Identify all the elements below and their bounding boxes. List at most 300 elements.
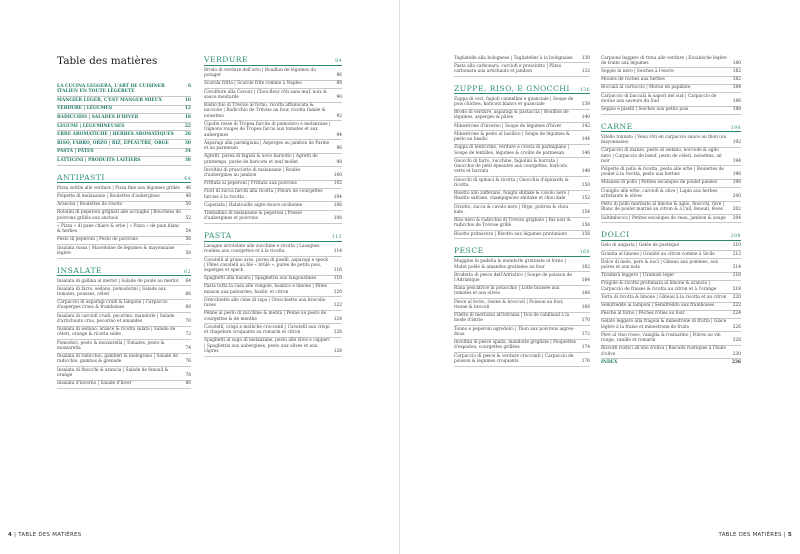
entry-title: Insalata di carciofi crudi, pecorino, mandorle | Salade d'artichauts crus, pecorino et amandes [57, 313, 175, 324]
index-entry[interactable] [601, 359, 741, 366]
entry-page-number: 74 [185, 345, 191, 351]
entry-title: Pasta tutta la casa alle vongole, basilico e limone | Pâtes maison aux palourdes, basilic et citron [204, 284, 327, 295]
toc-entry[interactable] [204, 89, 342, 102]
left-column-2 [204, 55, 342, 525]
entry-page-number: 56 [185, 237, 191, 243]
entry-page-number: 222 [732, 303, 741, 309]
section-title: ANTIPASTI [57, 172, 105, 182]
entry-page-number: 196 [732, 172, 741, 178]
toc-entry[interactable] [601, 68, 741, 76]
entry-page-number: 218 [732, 286, 741, 292]
entry-page-number: 130 [581, 55, 590, 61]
toc-entry[interactable] [204, 181, 342, 189]
entry-page-number: 132 [581, 68, 590, 74]
entry-page-number: 80 [185, 381, 191, 387]
entry-title: VERDURE | LÉGUMES [57, 106, 113, 112]
toc-entry[interactable] [204, 276, 342, 284]
entry-page-number: 166 [581, 291, 590, 297]
toc-entry[interactable] [204, 284, 342, 297]
entry-title: Arancini | Boulettes de risotto [57, 202, 123, 208]
toc-entry[interactable] [57, 237, 191, 245]
entry-title: Pesto di peperoni | Pesto de poivrons [57, 237, 138, 243]
entry-page-number: 192 [732, 140, 741, 146]
toc-entry[interactable] [57, 300, 191, 313]
toc-entry[interactable] [57, 278, 191, 286]
entry-title: Zuppa di lenticchie, verdure e crosta di parmigiano | Soupe de lentilles, légumes & croûte de parmesan [454, 145, 570, 156]
toc-entry[interactable] [454, 353, 590, 366]
toc-entry[interactable] [57, 245, 191, 258]
toc-entry[interactable] [454, 145, 590, 158]
entry-page-number: 146 [581, 150, 590, 156]
entry-title: MANGIER LEGER, C'EST MANGER MIEUX [57, 97, 163, 103]
toc-entry[interactable] [204, 257, 342, 276]
section-page-number: 190 [730, 125, 741, 131]
right-footer-label: TABLE DES MATIÈRES [718, 532, 782, 538]
toc-entry[interactable] [454, 55, 590, 63]
toc-entry[interactable] [601, 188, 741, 201]
toc-entry[interactable] [204, 140, 342, 153]
entry-page-number: 128 [333, 349, 342, 354]
entry-page-number: 18 [184, 114, 191, 120]
entry-title: Rana pescatrice in potacchio | Lotte braisée aux tomates et aux olives [454, 286, 560, 297]
toc-entry[interactable] [601, 346, 741, 359]
toc-entry[interactable] [454, 326, 590, 339]
section-title: PESCE [454, 246, 484, 256]
entry-page-number: 216 [732, 273, 741, 279]
toc-entry[interactable] [57, 223, 191, 236]
entry-title: Tiramisù leggero | Tiramisù léger [601, 273, 675, 279]
entry-page-number: 104 [333, 194, 342, 200]
entry-title: Frittata ai peperoni | Frittata aux poivrons [204, 181, 297, 187]
entry-title: Tagliatelle alla bolognese | Tagliatelles à la bolognaise [454, 55, 573, 61]
toc-entry[interactable] [601, 107, 741, 115]
toc-entry[interactable] [454, 231, 590, 239]
toc-entry[interactable] [57, 83, 191, 97]
entry-title: Filetto di merluzzo all'istriana | Dos de cabillaud à la mode d'Istrie [454, 313, 570, 324]
entry-title: Scarola fritta | Scarole frite comme à Naples [204, 81, 302, 87]
entry-page-number: 180 [732, 60, 741, 66]
entry-page-number: 54 [185, 229, 191, 235]
entry-title: Minestrone d'inverno | Soupe de légumes d'hiver [454, 123, 562, 129]
entry-title: Seppie e piselli | Seiches aux petits pois [601, 107, 689, 113]
entry-title: Asparagi alla parmigiana | Asperges au jambon de Parme et au parmesan [204, 140, 330, 152]
section-heading [57, 173, 191, 184]
entry-title: Orecchiette alle cime di rapa | Orecchiette aux brocolis-raves [204, 297, 327, 309]
section-page-number: 112 [331, 235, 342, 241]
toc-entry[interactable] [454, 177, 590, 190]
toc-entry[interactable] [57, 354, 191, 367]
section-page-number: 62 [184, 269, 191, 275]
toc-entry[interactable] [57, 327, 191, 340]
entry-page-number: 100 [333, 172, 342, 178]
entry-page-number: 228 [732, 338, 741, 344]
entry-title: Gelo di anguria | Gelée de pastèque [601, 243, 680, 249]
entry-page-number: 164 [581, 277, 590, 283]
toc-entry[interactable] [454, 123, 590, 131]
toc-title: Table des matières [57, 55, 158, 67]
entry-title: Radicchio di Treviso al forno, ricotta affumicata & nocciole | Radicchio de Trévise au four, ricotta fumée & noisettes [204, 103, 326, 119]
entry-page-number: 220 [732, 294, 741, 300]
entry-page-number: 172 [581, 331, 590, 337]
entry-title: Caponata | Ratatouille aigre-douce sicilienne [204, 202, 303, 208]
entry-title: Insalata russa | Macédoine de légumes & mayonnaise légère [57, 245, 175, 256]
entry-title: Saltimbocca | Petites escalopes de veau, jambon & sauge [601, 215, 726, 221]
entry-title: Dolce di mele, pere & noci | Gâteau aux pommes, aux poires et aux noix [601, 259, 719, 270]
entry-page-number: 120 [333, 289, 342, 295]
toc-entry[interactable] [601, 166, 741, 179]
entry-title: Insalata di radicchio, gamberi & melograno | Salade de radicchio, gambas & grenade [57, 354, 178, 365]
entry-title: Pasta alla carbonara, carciofi e prosciutto | Pâtes carbonara aux artichauts et jambon [454, 63, 562, 74]
entry-page-number: 114 [333, 249, 342, 255]
entry-page-number: 140 [581, 115, 590, 121]
entry-page-number: 150 [581, 182, 590, 188]
entry-page-number: 76 [185, 359, 191, 365]
entry-title: Insalata di farro, sedano, pomodorini | Salade aux tomates, pousses, céleri [57, 286, 166, 297]
section-heading [57, 266, 191, 277]
section-title: VERDURE [204, 55, 248, 64]
entry-title: Semifreddo ai lamponi | Semifreddo aux framboises [601, 303, 715, 309]
toc-entry[interactable] [601, 294, 741, 302]
entry-page-number: 202 [732, 207, 741, 213]
entry-page-number: 138 [581, 101, 590, 107]
section-heading [601, 230, 741, 241]
entry-page-number: 46 [185, 185, 191, 191]
entry-title: Agretti, purea di fagioli & uovo barzotto | Agretti de printemps, purée de haricots et œuf mollet [204, 154, 318, 165]
left-footer-label: TABLE DES MATIÈRES [18, 532, 82, 538]
section-title: CARNE [601, 121, 633, 131]
entry-title: Cavolfiore alla Cavour | Chou-fleur rôti sans œuf, noix & sauce moutarde [204, 89, 327, 100]
toc-entry[interactable] [601, 281, 741, 294]
toc-entry[interactable] [204, 297, 342, 310]
entry-title: Cavatelli al grano arso, purea di piselli, asparagi e speck | Pâtes cavatelli au blé « brûlé », purée de petits pois, asperges et speck [204, 257, 328, 274]
entry-title: Gnocchi di spinaci & ricotta | Gnocchis d'épinards & ricotta [454, 177, 569, 188]
section-heading [454, 246, 590, 257]
entry-title: « Pizza » di pane chiare & erbe | « Pizza » de pain blanc & herbes [57, 223, 180, 235]
toc-entry[interactable] [204, 202, 342, 210]
entry-page-number: 186 [732, 98, 741, 104]
entry-page-number: 78 [185, 372, 191, 378]
toc-entry[interactable] [454, 299, 590, 312]
toc-entry[interactable] [454, 204, 590, 217]
entry-page-number: 142 [581, 123, 590, 129]
toc-entry[interactable] [204, 103, 342, 122]
entry-title: Moules de roches aux herbes [601, 77, 665, 83]
entry-page-number: 168 [581, 304, 590, 310]
toc-entry[interactable] [57, 123, 191, 132]
entry-title: Polpette di melanzane | Boulettes d'aubergines [57, 193, 160, 199]
entry-page-number: 188 [732, 107, 741, 113]
toc-entry[interactable] [454, 131, 590, 144]
entry-page-number: 12 [184, 106, 191, 112]
entry-title: Brodo di verdure, asparagi & pastaccia | Bouillon de légumes, asperges & pâtes [454, 110, 569, 121]
entry-title: Carpaccio di asparagi crudi & lamponi | Carpaccio d'asperges crues & framboises [57, 300, 168, 311]
entry-page-number: 176 [581, 358, 590, 364]
toc-entry[interactable] [454, 313, 590, 326]
entry-page-number: 86 [336, 73, 342, 79]
entry-page-number: 184 [732, 85, 741, 91]
entry-title: Carpione leggero di trota alle verdure | Escabèche légère de truite aux légumes [601, 55, 727, 66]
entry-title: RADICCHIO | SALADES D'HIVER [57, 114, 139, 120]
toc-entry[interactable] [601, 180, 741, 188]
toc-entry[interactable] [57, 340, 191, 353]
toc-entry[interactable] [601, 202, 741, 215]
entry-page-number: 52 [185, 215, 191, 221]
entry-title: Insalata di finocchi & arancia | Salade de fenouil & orange [57, 367, 169, 378]
toc-entry[interactable] [204, 121, 342, 140]
entry-title: ERBE AROMATICHE | HERBES AROMATIQUES [57, 132, 174, 138]
footer-separator: | [14, 532, 17, 538]
entry-title: PASTA | PÂTES [57, 149, 94, 155]
toc-entry[interactable] [204, 81, 342, 89]
entry-title: Carpaccio di manzo, pesto di sedano, nocciole & aglio nero | Carpaccio de bœuf, pesto de céleri, noisettes, ail noir [601, 148, 722, 164]
entry-page-number: 26 [184, 132, 191, 138]
toc-entry[interactable] [601, 55, 741, 68]
entry-page-number: 224 [732, 311, 741, 317]
toc-entry[interactable] [454, 158, 590, 177]
toc-entry[interactable] [454, 96, 590, 109]
toc-entry[interactable] [454, 218, 590, 231]
toc-entry[interactable] [57, 210, 191, 223]
toc-entry[interactable] [601, 215, 741, 223]
entry-page-number: 124 [333, 316, 342, 322]
toc-entry[interactable] [57, 149, 191, 158]
entry-title: Gnocchi di farro, zucchine, fagiolini & burrata | Gnocchis de petit épeautre aux courgettes, haricots verts et burrata [454, 158, 568, 175]
entry-page-number: 214 [732, 264, 741, 270]
entry-page-number: 212 [732, 251, 741, 257]
entry-page-number: 200 [732, 193, 741, 199]
entry-title: Orzotto, zucca & cavolo nero | Orge, potiron & chou kale [454, 204, 569, 215]
entry-title: LATTICINI | PRODUITS LAITIERS [57, 157, 141, 163]
entry-title: Fiori di zucca farciti alla ricotta | Fleurs de courgettes farcies à la ricotta [204, 189, 323, 200]
entry-page-number: 170 [581, 318, 590, 324]
toc-entry[interactable] [204, 68, 342, 81]
section-page-number: 160 [579, 250, 590, 256]
toc-entry[interactable] [454, 272, 590, 285]
section-page-number: 44 [184, 176, 191, 182]
toc-entry[interactable] [601, 85, 741, 93]
entry-page-number: 90 [336, 94, 342, 100]
toc-entry[interactable] [601, 311, 741, 319]
entry-title: Insalata di sedano, arance & ricotta salata | Salade de céleri, orange & ricotta salée [57, 327, 176, 338]
toc-entry[interactable] [57, 114, 191, 123]
toc-entry[interactable] [454, 259, 590, 272]
entry-page-number: 226 [732, 324, 741, 330]
entry-title: Coniglio alle erbe, carciofi & olive | Lapin aux herbes, artichauts & olives [601, 188, 719, 199]
entry-page-number: 6 [187, 83, 191, 89]
entry-page-number: 66 [185, 291, 191, 297]
entry-page-number: 58 [185, 250, 191, 256]
entry-page-number: 106 [333, 202, 342, 208]
toc-entry[interactable] [57, 381, 191, 389]
toc-entry[interactable] [204, 324, 342, 337]
entry-page-number: 156 [581, 223, 590, 229]
entry-page-number: 64 [185, 278, 191, 284]
entry-title: Pesce al forno, risone & broccoli | Poisson au four, risone & brocoli [454, 299, 564, 310]
toc-entry[interactable] [601, 251, 741, 259]
entry-title: Muggine in padella & mandorle gratinate al forno | Mulet poêlé & amandes gratinées au four [454, 259, 566, 270]
entry-page-number: 70 [185, 318, 191, 324]
entry-title: Biscotti rustici all'olio d'oliva | Biscuits rustiques à l'huile d'olive [601, 346, 727, 357]
entry-title: Zuppa di ceci, fagioli cannellini e guanciale | Soupe de pois chiches, haricots blancs et guanciale [454, 96, 574, 107]
entry-page-number: 204 [732, 215, 741, 221]
toc-entry[interactable] [57, 106, 191, 115]
entry-page-number: 118 [333, 276, 342, 282]
entry-page-number: 50 [185, 202, 191, 208]
toc-entry[interactable] [204, 311, 342, 324]
left-column-1 [57, 55, 191, 525]
toc-entry[interactable] [57, 202, 191, 210]
toc-entry[interactable] [454, 63, 590, 76]
toc-entry[interactable] [204, 189, 342, 202]
section-heading [204, 55, 342, 66]
entry-title: LEGUMI | LÉGUMINEUSES [57, 123, 125, 129]
entry-page-number: 88 [336, 81, 342, 87]
entry-title: INDEX [601, 359, 618, 365]
entry-title: Cipolle rosse di Tropea farcite di pomodoro e melanzane | Oignons rouges de Tropea farcis aux tomates et aux aubergines [204, 121, 331, 138]
entry-title: Involtini di pesce spada, mandorle grigliate | Paupiettes d'espadon, courgettes grillées [454, 340, 576, 351]
entry-title: Timballino di melanzane & peperoni | Pressé d'aubergines et poivrons [204, 211, 302, 222]
toc-entry[interactable] [454, 110, 590, 123]
entry-title: Insalata di gallina al merlot | Salade de poule au merlot [57, 278, 179, 284]
entry-title: Gelato leggero alla fragola & minestrone di frutta | Glace légère à la fraise et minestrone de fruits [601, 319, 727, 330]
left-column-3 [454, 55, 590, 525]
entry-page-number: 152 [581, 196, 590, 202]
entry-page-number: 148 [581, 169, 590, 175]
section-heading [601, 122, 741, 133]
entry-title: Milanesi di pollo | Petites escalopes de poulet panées [601, 180, 718, 186]
toc-entry[interactable] [57, 140, 191, 149]
entry-page-number: 102 [333, 181, 342, 187]
left-page-number: 4 [8, 532, 13, 538]
entry-title: Minestrone & pesto al basilico | Soupe de légumes & pesto au basilic [454, 131, 570, 143]
entry-page-number: 182 [732, 68, 741, 74]
entry-title: Pizza sottile alle verdure | Pizza fine aux légumes grillés [57, 185, 180, 191]
entry-title: RISO, FARRO, ORZO | RIZ, ÉPEAUTRE, ORGE [57, 140, 169, 146]
entry-title: Spaghetti al sugo di melanzane, pesto alle olive e capperi | Spaghettis aux aubergines, pesto aux olives et aux câpres [204, 338, 330, 354]
entry-page-number: 34 [184, 149, 191, 155]
section-page-number: 84 [335, 59, 342, 64]
section-title: ZUPPE, RISO, E GNOCCHI [454, 83, 570, 93]
entry-title: Boccalà al cartoccio | Morue en papillote [601, 85, 691, 91]
toc-entry[interactable] [601, 93, 741, 106]
entry-title: Carpaccio di baccalà & sapori del sud | Carpaccio de morue aux saveurs du Sud [601, 93, 717, 104]
entry-page-number: 38 [184, 157, 191, 163]
right-footer [719, 532, 792, 538]
entry-title: Rotolini di peperoni grigliati alle acciughe | Bouchées de poivrons grillés aux anchois [57, 210, 181, 221]
toc-entry[interactable] [204, 211, 342, 224]
entry-page-number: 194 [732, 158, 741, 164]
entry-title: Seppie in nero | Seiches à l'encre [601, 68, 674, 74]
entry-title: Brodetto di pesce dell'Adriatico | Soupe de poisson de l'Adriatique [454, 272, 572, 283]
toc-entry[interactable] [601, 332, 741, 345]
toc-entry[interactable] [204, 167, 342, 180]
toc-entry[interactable] [601, 259, 741, 272]
toc-entry[interactable] [204, 154, 342, 167]
entry-title: Involtini di prosciutto di melanzane | Roulés d'aubergines au jambon [204, 167, 301, 178]
entry-page-number: 182 [732, 77, 741, 83]
section-page-number: 208 [730, 234, 741, 240]
toc-entry[interactable] [601, 134, 741, 147]
entry-page-number: 68 [185, 305, 191, 311]
toc-entry[interactable] [454, 286, 590, 299]
entry-page-number: 126 [333, 330, 342, 336]
entry-title: Insalata d'inverno | Salade d'hiver [57, 381, 132, 387]
entry-title: Cavatelli, crispi e molliche croccanti | Cavatelli aux crispi et chapelure croquante au romarin et citron [204, 324, 330, 336]
entry-title: Pomodori, pesto & mozzarella | Tomates, pesto & mozzarella [57, 340, 165, 351]
entry-page-number: 108 [333, 216, 342, 222]
toc-entry[interactable] [204, 338, 342, 357]
toc-entry[interactable] [57, 131, 191, 140]
entry-title: Polpette di pollo & ricotta, pesto alle erbe | Boulettes de poulet à la ricotta, pesto aux herbes [601, 166, 724, 178]
right-page-number: 5 [787, 532, 792, 538]
entry-title: Riso nero & radicchio di Treviso grigliato | Riz noir & radicchio de Trévise grillé [454, 218, 571, 229]
entry-page-number: 162 [581, 264, 590, 270]
toc-entry[interactable] [601, 148, 741, 167]
toc-entry[interactable] [57, 313, 191, 326]
footer-separator: | [783, 532, 786, 538]
toc-entry[interactable] [601, 77, 741, 85]
entry-page-number: 236 [732, 359, 741, 365]
toc-entry[interactable] [454, 340, 590, 353]
entry-page-number: 30 [184, 140, 191, 146]
section-heading [204, 231, 342, 242]
left-footer [8, 532, 81, 538]
entry-title: Risotto primavera | Risotto aux légumes printaniers [454, 231, 568, 237]
section-title: DOLCI [601, 230, 630, 240]
entry-page-number: 98 [336, 159, 342, 165]
toc-entry[interactable] [57, 367, 191, 380]
toc-entry[interactable] [454, 191, 590, 204]
toc-entry[interactable] [601, 319, 741, 332]
entry-page-number: 22 [184, 123, 191, 129]
entry-page-number: 48 [185, 193, 191, 199]
toc-entry[interactable] [601, 273, 741, 281]
toc-entry[interactable] [57, 193, 191, 201]
entry-title: Vitello tonnato | Veau rôti en carpaccio sauce au thon (ou mayonnaise) [601, 134, 727, 146]
section-title: PASTA [204, 231, 232, 241]
right-column-1 [601, 55, 741, 525]
toc-entry[interactable] [57, 157, 191, 166]
toc-entry[interactable] [204, 244, 342, 257]
entry-page-number: 72 [185, 332, 191, 338]
entry-title: Torta di ricotta & limone | Gâteau à la ricotta et au citron [601, 294, 727, 300]
entry-page-number: 144 [581, 137, 590, 143]
entry-title: Pere al vino rosso, vaniglia & rosmarino | Poires au vin rouge, vanille et romarin [601, 332, 721, 344]
entry-page-number: 10 [184, 97, 191, 103]
entry-page-number: 230 [732, 351, 741, 357]
section-heading [454, 84, 590, 95]
toc-entry[interactable] [57, 286, 191, 299]
entry-title: LA CUCINA LEGGERA, L'ART DE CUISINER ITALIEN EN TOUTE LÉGÈRETÉ [57, 83, 165, 95]
section-title: INSALATE [57, 265, 103, 275]
toc-entry[interactable] [601, 243, 741, 251]
toc-entry[interactable] [57, 185, 191, 193]
entry-page-number: 96 [336, 146, 342, 152]
toc-entry[interactable] [601, 303, 741, 311]
section-page-number: 136 [579, 87, 590, 93]
entry-page-number: 154 [581, 209, 590, 215]
entry-title: Granita al limone | Granité au citron comme à Sicile [601, 251, 715, 257]
right-page [400, 0, 800, 554]
entry-title: Brodo di verdure dell'orto | Bouillon de légumes du potager [204, 68, 317, 79]
entry-title: Risotto allo zafferano, funghi shitake & cavolo nero | Risotto safrané, champignons shiitake et chou kale [454, 191, 569, 202]
entry-title: Fragole & ricotta profumata al limone & arancia | Carpaccio de fraises & ricotta au citron et à l'orange [601, 281, 717, 292]
entry-page-number: 174 [581, 345, 590, 351]
entry-title: Penne al pesto di zucchine & menta | Penne au pesto de courgettes & de menthe [204, 311, 327, 322]
entry-page-number: 210 [732, 243, 741, 249]
toc-entry[interactable] [57, 97, 191, 106]
entry-title: Petto di pollo marinato al limone & aglio, finocchi, fave | Blanc de poulet mariné au citron & à l'ail, fenouil, fèves [601, 202, 725, 213]
